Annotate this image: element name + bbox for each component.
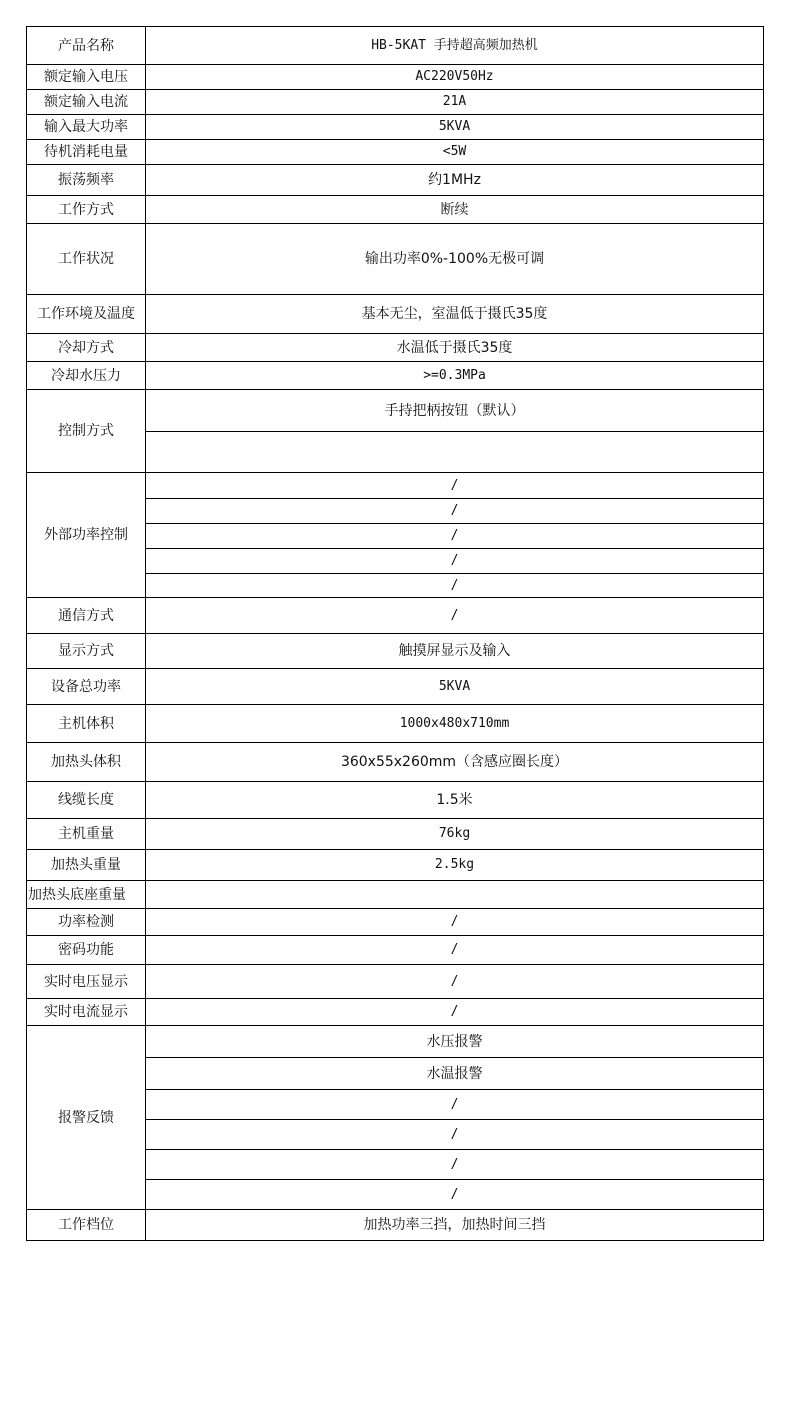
row-label-max-power: 输入最大功率 — [27, 115, 146, 140]
row-label-frequency: 振荡频率 — [27, 165, 146, 196]
row-value-frequency: 约1MHz — [146, 165, 764, 196]
table-row — [27, 598, 764, 634]
row-value-external-power-control-3: / — [146, 524, 764, 549]
table-row — [27, 965, 764, 999]
row-value-max-power: 5KVA — [146, 115, 764, 140]
row-value-alarm-feedback-5: / — [146, 1150, 764, 1180]
row-value-display-mode: 触摸屏显示及输入 — [146, 634, 764, 669]
table-row — [27, 669, 764, 705]
table-row — [27, 1210, 764, 1241]
row-value-rated-current: 21A — [146, 90, 764, 115]
table-row — [27, 936, 764, 965]
table-row — [27, 743, 764, 782]
row-value-alarm-feedback-4: / — [146, 1120, 764, 1150]
row-value-communication: / — [146, 598, 764, 634]
row-value-product-name: HB-5KAT 手持超高频加热机 — [146, 27, 764, 65]
table-row — [27, 1026, 764, 1058]
row-label-work-condition: 工作状况 — [27, 224, 146, 295]
row-label-external-power-control: 外部功率控制 — [27, 473, 146, 598]
table-row — [27, 27, 764, 65]
row-value-alarm-feedback-1: 水压报警 — [146, 1026, 764, 1058]
table-row — [27, 362, 764, 390]
row-label-cooling-pressure: 冷却水压力 — [27, 362, 146, 390]
row-value-cable-length: 1.5米 — [146, 782, 764, 819]
row-label-control-mode: 控制方式 — [27, 390, 146, 473]
row-label-work-mode: 工作方式 — [27, 196, 146, 224]
table-row — [27, 390, 764, 432]
row-value-cooling-mode: 水温低于摄氏35度 — [146, 334, 764, 362]
row-label-environment: 工作环境及温度 — [27, 295, 146, 334]
row-value-work-condition: 输出功率0%-100%无极可调 — [146, 224, 764, 295]
row-label-head-volume: 加热头体积 — [27, 743, 146, 782]
row-label-rated-voltage: 额定输入电压 — [27, 65, 146, 90]
table-row — [27, 140, 764, 165]
table-row — [27, 819, 764, 850]
row-label-head-weight: 加热头重量 — [27, 850, 146, 881]
row-value-host-weight: 76kg — [146, 819, 764, 850]
row-value-control-mode-2 — [146, 432, 764, 473]
row-label-alarm-feedback: 报警反馈 — [27, 1026, 146, 1210]
row-value-standby-power: <5W — [146, 140, 764, 165]
row-value-work-gear: 加热功率三挡，加热时间三挡 — [146, 1210, 764, 1241]
row-value-head-weight: 2.5kg — [146, 850, 764, 881]
row-label-host-volume: 主机体积 — [27, 705, 146, 743]
table-row — [27, 850, 764, 881]
row-value-host-volume: 1000x480x710mm — [146, 705, 764, 743]
row-value-control-mode-1: 手持把柄按钮（默认） — [146, 390, 764, 432]
table-row — [27, 782, 764, 819]
table-row — [27, 334, 764, 362]
row-value-external-power-control-1: / — [146, 473, 764, 499]
row-label-display-mode: 显示方式 — [27, 634, 146, 669]
row-label-standby-power: 待机消耗电量 — [27, 140, 146, 165]
table-row — [27, 634, 764, 669]
row-value-base-weight — [146, 881, 764, 909]
row-label-power-detection: 功率检测 — [27, 909, 146, 936]
row-value-cooling-pressure: >=0.3MPa — [146, 362, 764, 390]
row-label-realtime-current: 实时电流显示 — [27, 999, 146, 1026]
row-value-password: / — [146, 936, 764, 965]
table-row — [27, 909, 764, 936]
row-value-realtime-voltage: / — [146, 965, 764, 999]
row-value-work-mode: 断续 — [146, 196, 764, 224]
table-row — [27, 295, 764, 334]
row-value-environment: 基本无尘，室温低于摄氏35度 — [146, 295, 764, 334]
row-value-external-power-control-4: / — [146, 549, 764, 574]
row-value-realtime-current: / — [146, 999, 764, 1026]
table-row — [27, 196, 764, 224]
table-row — [27, 165, 764, 196]
spec-table — [26, 26, 764, 1241]
row-label-base-weight: 加热头底座重量 — [27, 881, 146, 909]
row-label-total-power: 设备总功率 — [27, 669, 146, 705]
row-value-alarm-feedback-2: 水温报警 — [146, 1058, 764, 1090]
row-value-alarm-feedback-3: / — [146, 1090, 764, 1120]
table-row — [27, 473, 764, 499]
row-label-communication: 通信方式 — [27, 598, 146, 634]
row-value-external-power-control-2: / — [146, 499, 764, 524]
table-row — [27, 999, 764, 1026]
table-row — [27, 115, 764, 140]
table-row — [27, 705, 764, 743]
row-label-rated-current: 额定输入电流 — [27, 90, 146, 115]
row-label-host-weight: 主机重量 — [27, 819, 146, 850]
row-label-cooling-mode: 冷却方式 — [27, 334, 146, 362]
row-value-total-power: 5KVA — [146, 669, 764, 705]
row-value-external-power-control-5: / — [146, 574, 764, 598]
row-value-power-detection: / — [146, 909, 764, 936]
row-label-work-gear: 工作档位 — [27, 1210, 146, 1241]
row-value-alarm-feedback-6: / — [146, 1180, 764, 1210]
row-label-product-name: 产品名称 — [27, 27, 146, 65]
table-row — [27, 881, 764, 909]
table-row — [27, 65, 764, 90]
row-label-password: 密码功能 — [27, 936, 146, 965]
row-label-realtime-voltage: 实时电压显示 — [27, 965, 146, 999]
row-label-cable-length: 线缆长度 — [27, 782, 146, 819]
row-value-head-volume: 360x55x260mm（含感应圈长度） — [146, 743, 764, 782]
table-row — [27, 224, 764, 295]
table-row — [27, 90, 764, 115]
row-value-rated-voltage: AC220V50Hz — [146, 65, 764, 90]
